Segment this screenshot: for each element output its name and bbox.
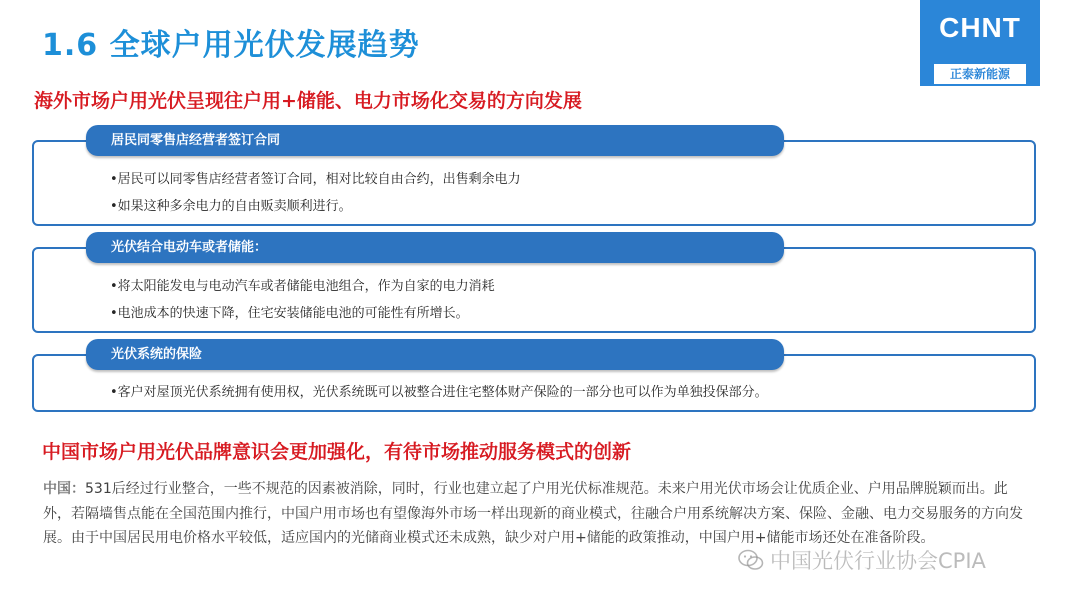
page-title: 1.6 全球户用光伏发展趋势 <box>42 28 420 63</box>
contract-bullet-1: •居民可以同零售店经营者签订合同，相对比较自由合约，出售剩余电力 <box>110 172 521 187</box>
chnt-logo <box>920 0 1040 86</box>
ev-storage-box-heading: 光伏结合电动车或者储能： <box>86 232 784 263</box>
china-market-title: 中国市场户用光伏品牌意识会更加强化，有待市场推动服务模式的创新 <box>42 441 632 463</box>
contract-bullet-2: •如果这种多余电力的自由贩卖顺利进行。 <box>110 199 352 214</box>
contract-box-heading: 居民同零售店经营者签订合同 <box>86 125 784 156</box>
insurance-box-heading: 光伏系统的保险 <box>86 339 784 370</box>
insurance-bullet-1: •客户对屋顶光伏系统拥有使用权，光伏系统既可以被整合进住宅整体财产保险的一部分也可以作为单独投保部分。 <box>110 385 768 400</box>
logo-text: CHNT <box>939 12 1021 43</box>
wechat-icon <box>738 549 764 571</box>
ev-storage-bullet-1: •将太阳能发电与电动汽车或者储能电池组合，作为自家的电力消耗 <box>110 279 495 294</box>
logo-subtext: 正泰新能源 <box>934 64 1026 84</box>
china-paragraph <box>43 477 1033 551</box>
overseas-subtitle: 海外市场户用光伏呈现往户用+储能、电力市场化交易的方向发展 <box>34 90 582 112</box>
china-lead: 中国： <box>43 481 85 497</box>
watermark-text: 中国光伏行业协会CPIA <box>770 549 986 573</box>
wechat-watermark <box>738 545 986 575</box>
ev-storage-bullet-2: •电池成本的快速下降，住宅安装储能电池的可能性有所增长。 <box>110 306 469 321</box>
china-paragraph-text: 531后经过行业整合，一些不规范的因素被消除，同时，行业也建立起了户用光伏标准规范。未来户用光伏市场会让优质企业、户用品牌脱颖而出。此外，若隔墙售点能在全国范围内推行，中国户用市场也有望像海外市场一样出现新的商业模式，往融合户用系统解决方案、保险、金融、电力交易服务的方向发展。由于中国居民用电价格水平较低，适应国内的光储商业模式还未成熟，缺少对户用+储能的政策推动，中国户用+储能市场还处在准备阶段。 <box>43 481 1023 546</box>
